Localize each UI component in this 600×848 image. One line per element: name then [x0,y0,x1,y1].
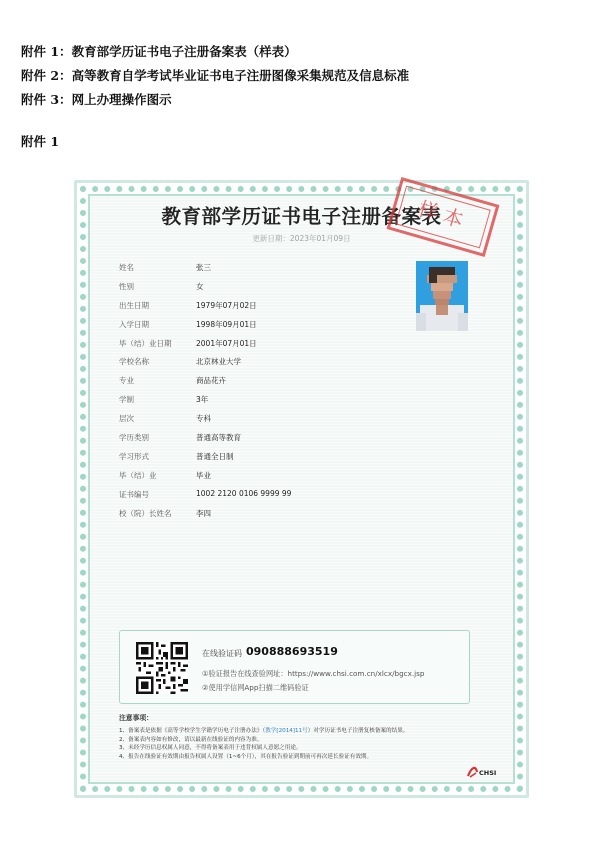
verification-code-label: 在线验证码 [202,649,242,658]
attachment-3 [21,92,172,108]
field-label: 校（院）长姓名 [119,508,172,518]
verification-app-line: ②使用学信网App扫描二维码验证 [202,683,309,692]
field-value: 女 [196,281,204,291]
verification-code: 090888693519 [246,645,338,658]
attachment-2-text: 高等教育自学考试毕业证书电子注册图像采集规范及信息标准 [71,68,410,83]
portrait-mosaic [416,261,468,331]
attachment-1 [21,44,297,60]
pixelated-portrait-photo [416,261,468,331]
field-label: 学制 [119,395,134,405]
online-verification-box [119,630,470,704]
field-value: 李四 [196,508,211,518]
note-item: 2、备案表内容如有修改，请以最新在线验证的内容为准。 [119,736,263,743]
field-label: 入学日期 [119,319,149,329]
update-date: 更新日期：2023年01月09日 [252,234,351,243]
notes-section [119,712,489,761]
notes-title: 注意事项： [119,714,153,722]
attachment-3-label: 附件 3： [21,92,72,107]
certificate-title: 教育部学历证书电子注册备案表 [161,205,442,228]
field-value: 1979年07月02日 [196,300,257,310]
field-label: 性别 [119,281,134,291]
field-value: 北京林业大学 [196,357,241,367]
field-label: 证书编号 [119,489,149,499]
field-label: 学习形式 [119,451,149,461]
note-item [119,727,489,736]
certificate-image [70,176,533,802]
field-label: 学校名称 [119,357,149,367]
attachment-2-label: 附件 2： [21,68,72,83]
field-label: 学历类别 [119,433,149,443]
field-value: 1998年09月01日 [196,319,257,329]
chsi-logo-text: CHSI [479,769,497,777]
attachment-3-text: 网上办理操作图示 [71,92,172,107]
field-label: 毕（结）业 [119,470,157,480]
field-label: 毕（结）业日期 [119,338,172,348]
field-label: 出生日期 [119,300,149,310]
attachment-2 [21,68,409,84]
field-value: 商品花卉 [196,376,226,386]
regulation-link[interactable]: 教学[2014]11号 [265,728,308,734]
note-text: 1、备案表是依据《高等学校学生学籍学历电子注册办法》（ [119,728,266,734]
note-item: 3、未经学历信息权属人同意，不得将备案表用于违背权属人意愿之用途。 [119,745,302,752]
field-value: 普通高等教育 [196,433,241,443]
field-label: 专业 [119,376,134,386]
attachment-1-text: 教育部学历证书电子注册备案表（样表） [71,44,297,59]
note-text: ）对学历证书电子注册复核备案的结果。 [307,728,409,734]
field-label: 层次 [119,414,134,424]
attachment-1-label: 附件 1： [21,44,72,59]
field-value: 张三 [196,263,211,272]
section-heading: 附件 1 [21,134,60,149]
field-value: 2001年07月01日 [196,338,257,348]
qr-code-icon[interactable] [136,642,188,694]
sample-stamp: 样本 [387,177,500,257]
field-value: 1002 2120 0106 9999 99 [196,488,292,498]
field-value: 3年 [196,395,209,405]
field-value: 毕业 [196,470,211,480]
verification-url-line: ①验证报告在线查验网址：https://www.chsi.com.cn/xlcx/bgcx.jsp [202,669,425,678]
note-item: 4、报告在线验证有效期由报告权属人设置（1~6个月），其在报告验证到期前可再次延长验证有效期。 [119,753,373,760]
field-value: 专科 [196,414,211,424]
field-value: 普通全日制 [196,451,234,461]
field-label: 姓名 [119,263,134,272]
